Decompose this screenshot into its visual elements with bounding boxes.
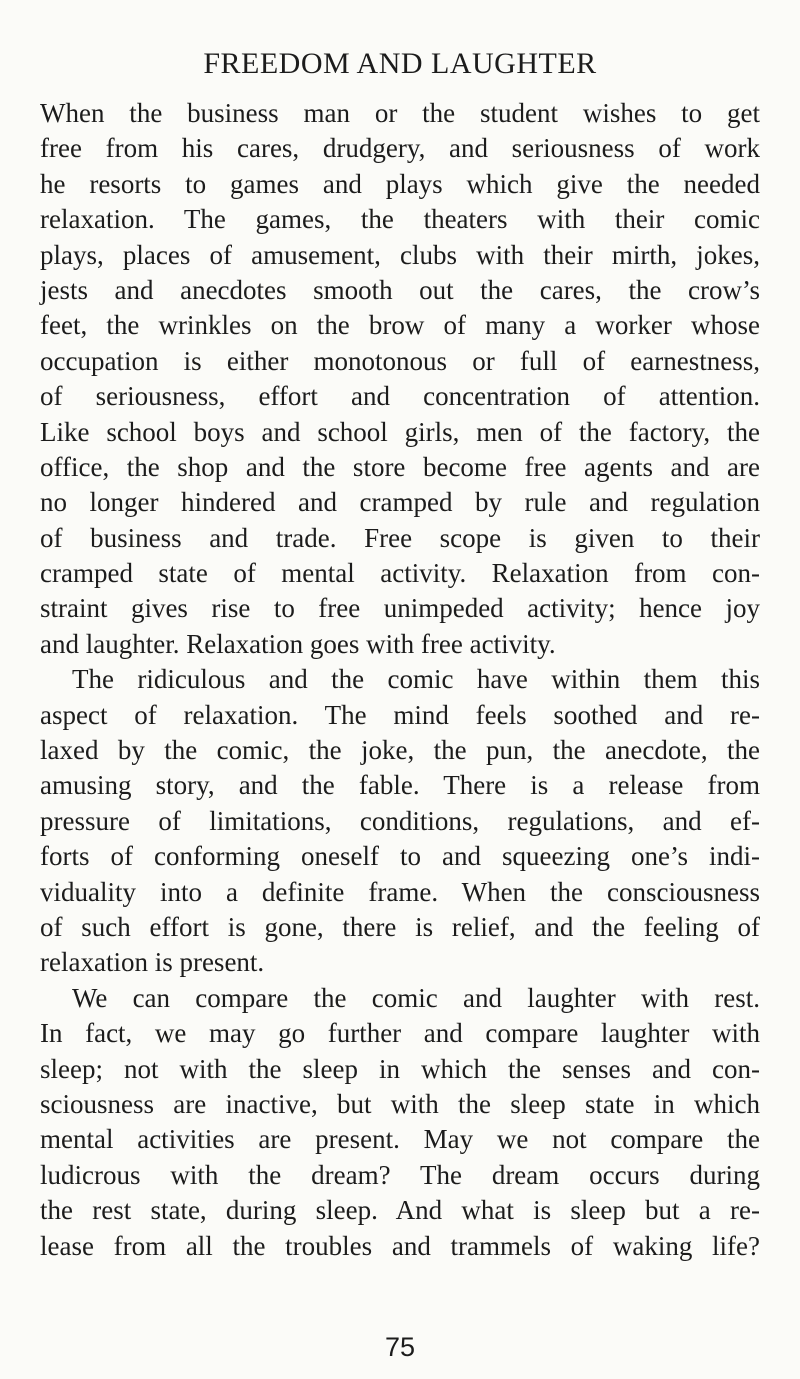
text-line: sleep; not with the sleep in which the senses and con- [40, 1053, 760, 1084]
text-line: cramped state of mental activity. Relaxation from con- [40, 558, 760, 589]
text-line: office, the shop and the store become free agents and are [40, 451, 760, 482]
text-line: of such effort is gone, there is relief, and the feeling of [40, 911, 760, 942]
text-line: pressure of limitations, conditions, regulations, and ef- [40, 805, 760, 836]
text-line: amusing story, and the fable. There is a release from [40, 770, 760, 801]
text-line: he resorts to games and plays which give the needed [40, 168, 760, 199]
text-line: the rest state, during sleep. And what is sleep but a re- [40, 1195, 760, 1226]
page-number: 75 [384, 1332, 416, 1362]
body-text [40, 96, 760, 1264]
text-line: feet, the wrinkles on the brow of many a worker whose [40, 310, 760, 341]
text-line: plays, places of amusement, clubs with their mirth, jokes, [40, 239, 760, 270]
text-line: We can compare the comic and laughter with rest. [72, 982, 760, 1013]
text-line: and laughter. Relaxation goes with free activity. [40, 628, 556, 659]
text-line: straint gives rise to free unimpeded activity; hence joy [40, 593, 760, 624]
text-line: The ridiculous and the comic have within them this [72, 664, 760, 695]
text-line: no longer hindered and cramped by rule and regulation [40, 487, 760, 518]
text-line: sciousness are inactive, but with the sleep state in which [40, 1088, 760, 1119]
text-line: When the business man or the student wishes to get [40, 98, 760, 128]
text-line: In fact, we may go further and compare laughter with [40, 1018, 760, 1049]
text-line: of seriousness, effort and concentration of attention. [40, 381, 760, 412]
text-line: jests and anecdotes smooth out the cares, the crow’s [40, 274, 760, 305]
text-line: free from his cares, drudgery, and seriousness of work [40, 133, 760, 164]
text-line: relaxation. The games, the theaters with their comic [40, 204, 760, 235]
text-line: laxed by the comic, the joke, the pun, the anecdote, the [40, 735, 760, 766]
text-line: occupation is either monotonous or full of earnestness, [40, 345, 760, 376]
text-line: relaxation is present. [40, 947, 265, 978]
text-line: ludicrous with the dream? The dream occurs during [40, 1159, 760, 1190]
text-line: aspect of relaxation. The mind feels soothed and re- [40, 699, 760, 730]
text-line: forts of conforming oneself to and squeezing one’s indi- [40, 841, 760, 872]
text-line: mental activities are present. May we not compare the [40, 1124, 760, 1155]
text-line: Like school boys and school girls, men of the factory, the [40, 416, 760, 447]
text-line: of business and trade. Free scope is given to their [40, 522, 760, 553]
running-head: FREEDOM AND LAUGHTER [203, 47, 597, 80]
text-line: lease from all the troubles and trammels of waking life? [40, 1230, 760, 1261]
text-line: viduality into a definite frame. When the consciousness [40, 876, 760, 907]
